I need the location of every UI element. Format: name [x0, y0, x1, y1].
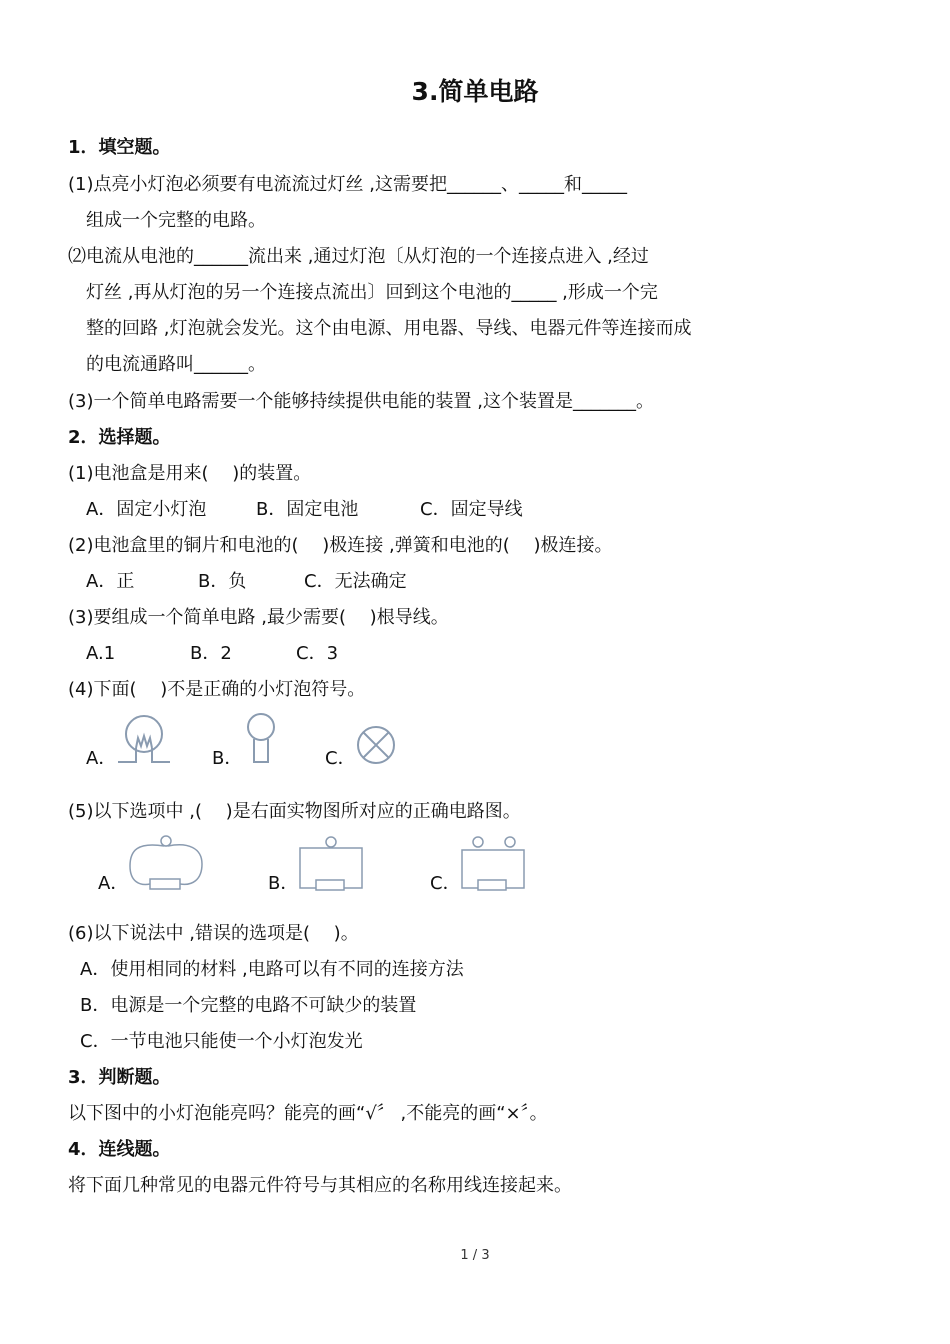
s2-q4-option-a: A．: [86, 748, 117, 769]
section-4-heading: 4．连线题。: [68, 1139, 171, 1160]
s3-text: 以下图中的小灯泡能亮吗？能亮的画“√〞 ,不能亮的画“×〞。: [68, 1103, 548, 1124]
s1-q1-line2: 组成一个完整的电路。: [86, 210, 266, 231]
s2-q6-option-a: A．使用相同的材料 ,电路可以有不同的连接方法: [80, 959, 464, 980]
s2-q6-option-c: C．一节电池只能使一个小灯泡发光: [80, 1031, 363, 1052]
circuit-diagram-c-icon: [460, 834, 528, 892]
s2-q1-option-a: A．固定小灯泡: [86, 499, 207, 520]
s2-q2-option-b: B．负: [198, 571, 247, 592]
bulb-symbol-b-icon: [244, 712, 278, 766]
s1-q2-line2: 灯丝 ,再从灯泡的另一个连接点流出〕回到这个电池的_____ ,形成一个完: [86, 282, 658, 303]
s2-q4-option-b: B．: [212, 748, 243, 769]
s2-q5: (5)以下选项中 ,( )是右面实物图所对应的正确电路图。: [68, 801, 521, 822]
s2-q3: (3)要组成一个简单电路 ,最少需要( )根导线。: [68, 607, 449, 628]
s4-text: 将下面几种常见的电器元件符号与其相应的名称用线连接起来。: [68, 1175, 572, 1196]
s1-q2-line1: ⑵电流从电池的______流出来 ,通过灯泡〔从灯泡的一个连接点进入 ,经过: [68, 246, 649, 267]
s1-q2-line3: 整的回路 ,灯泡就会发光。这个由电源、用电器、导线、电器元件等连接而成: [86, 318, 692, 339]
s2-q5-option-b: B．: [268, 873, 299, 894]
section-2-heading: 2．选择题。: [68, 427, 171, 448]
s2-q5-option-c: C．: [430, 873, 461, 894]
s2-q1: (1)电池盒是用来( )的装置。: [68, 463, 312, 484]
lamp-symbol-c-icon: [356, 725, 396, 765]
s1-q3: (3)一个简单电路需要一个能够持续提供电能的装置 ,这个装置是_______。: [68, 391, 654, 412]
s2-q2-option-a: A．正: [86, 571, 135, 592]
s1-q1-line1: (1)点亮小灯泡必须要有电流流过灯丝 ,这需要把______、_____和_____: [68, 174, 627, 195]
s1-q2-line4: 的电流通路叫______。: [86, 354, 266, 375]
s2-q6-option-b: B．电源是一个完整的电路不可缺少的装置: [80, 995, 417, 1016]
s2-q1-option-c: C．固定导线: [420, 499, 523, 520]
s2-q2-option-c: C．无法确定: [304, 571, 407, 592]
s2-q6: (6)以下说法中 ,错误的选项是( )。: [68, 923, 359, 944]
bulb-symbol-a-icon: [116, 712, 172, 766]
circuit-diagram-b-icon: [298, 834, 366, 892]
page-number: 1 / 3: [460, 1248, 490, 1263]
circuit-diagram-a-icon: [128, 830, 204, 892]
s2-q2: (2)电池盒里的铜片和电池的( )极连接 ,弹簧和电池的( )极连接。: [68, 535, 613, 556]
s2-q1-option-b: B．固定电池: [256, 499, 359, 520]
section-1-heading: 1．填空题。: [68, 137, 171, 158]
page-title: 3.简单电路: [411, 77, 539, 106]
s2-q4-option-c: C．: [325, 748, 356, 769]
s2-q4: (4)下面( )不是正确的小灯泡符号。: [68, 679, 366, 700]
section-3-heading: 3．判断题。: [68, 1067, 171, 1088]
s2-q3-option-a: A.1: [86, 643, 116, 664]
s2-q5-option-a: A．: [98, 873, 129, 894]
s2-q3-option-b: B．2: [190, 643, 232, 664]
s2-q3-option-c: C．3: [296, 643, 339, 664]
